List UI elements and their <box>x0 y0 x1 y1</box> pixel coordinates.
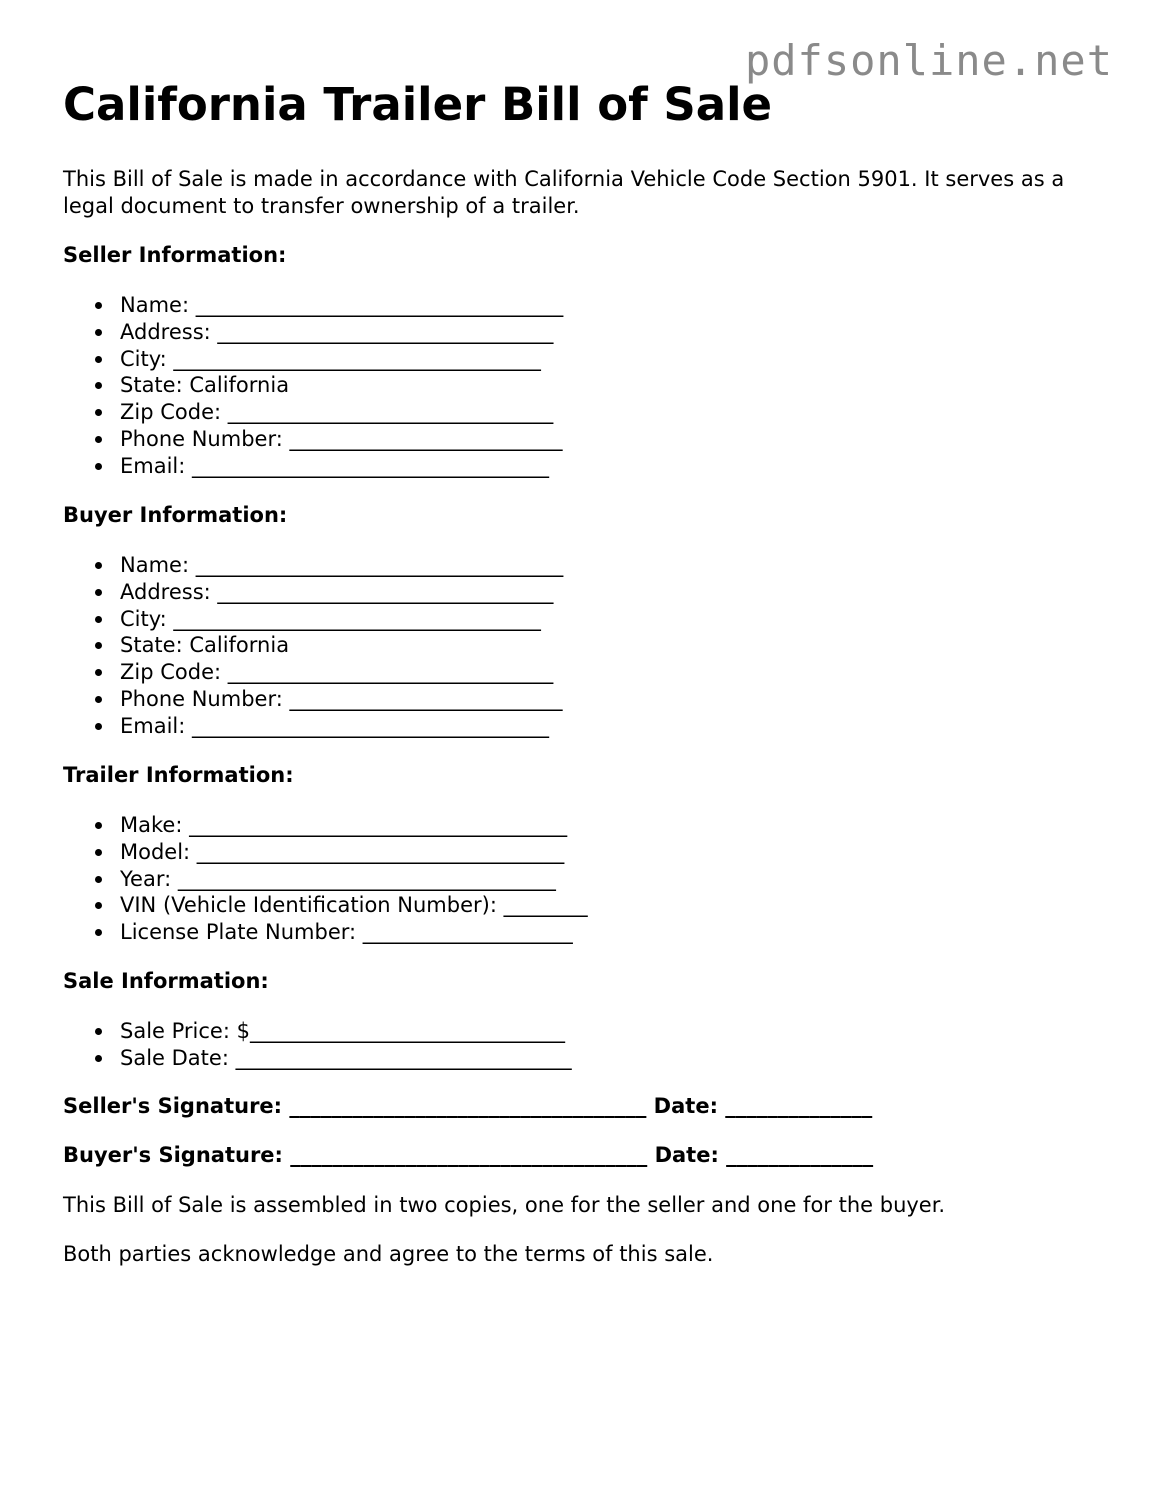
seller-zip-field[interactable]: Zip Code: _______________________________ <box>63 399 563 426</box>
seller-fields <box>63 292 563 480</box>
trailer-fields <box>63 812 588 946</box>
trailer-plate-field[interactable]: License Plate Number: ____________________ <box>63 919 588 946</box>
seller-signature-line[interactable]: Seller's Signature: __________________________________ Date: ______________ <box>63 1094 873 1118</box>
watermark: pdfsonline.net <box>744 36 1113 85</box>
seller-email-field[interactable]: Email: __________________________________ <box>63 453 563 480</box>
buyer-heading: Buyer Information: <box>63 503 288 527</box>
buyer-city-field[interactable]: City: ___________________________________ <box>63 606 563 633</box>
seller-address-field[interactable]: Address: ________________________________ <box>63 319 563 346</box>
sale-fields <box>63 1018 572 1072</box>
buyer-phone-field[interactable]: Phone Number: __________________________ <box>63 686 563 713</box>
seller-name-field[interactable]: Name: ___________________________________ <box>63 292 563 319</box>
buyer-zip-field[interactable]: Zip Code: _______________________________ <box>63 659 563 686</box>
trailer-heading: Trailer Information: <box>63 763 294 787</box>
buyer-email-field[interactable]: Email: __________________________________ <box>63 713 563 740</box>
seller-heading: Seller Information: <box>63 243 287 267</box>
trailer-model-field[interactable]: Model: ___________________________________ <box>63 839 588 866</box>
sale-heading: Sale Information: <box>63 969 269 993</box>
buyer-fields <box>63 552 563 740</box>
seller-state-field: State: California <box>63 372 563 399</box>
trailer-vin-field[interactable]: VIN (Vehicle Identification Number): ________ <box>63 892 588 919</box>
seller-city-field[interactable]: City: ___________________________________ <box>63 346 563 373</box>
agreement-statement: Both parties acknowledge and agree to the terms of this sale. <box>63 1242 714 1266</box>
buyer-signature-line[interactable]: Buyer's Signature: __________________________________ Date: ______________ <box>63 1143 874 1167</box>
seller-phone-field[interactable]: Phone Number: __________________________ <box>63 426 563 453</box>
trailer-make-field[interactable]: Make: ____________________________________ <box>63 812 588 839</box>
copies-statement: This Bill of Sale is assembled in two copies, one for the seller and one for the buyer. <box>63 1193 946 1217</box>
buyer-address-field[interactable]: Address: ________________________________ <box>63 579 563 606</box>
buyer-state-field: State: California <box>63 632 563 659</box>
trailer-year-field[interactable]: Year: ____________________________________ <box>63 866 588 893</box>
buyer-name-field[interactable]: Name: ___________________________________ <box>63 552 563 579</box>
page-title: California Trailer Bill of Sale <box>63 78 773 131</box>
intro-paragraph: This Bill of Sale is made in accordance with California Vehicle Code Section 5901. It serves as a legal document to transfer ownership of a trailer. <box>63 167 1065 218</box>
sale-price-field[interactable]: Sale Price: $______________________________ <box>63 1018 572 1045</box>
sale-date-field[interactable]: Sale Date: ________________________________ <box>63 1045 572 1072</box>
